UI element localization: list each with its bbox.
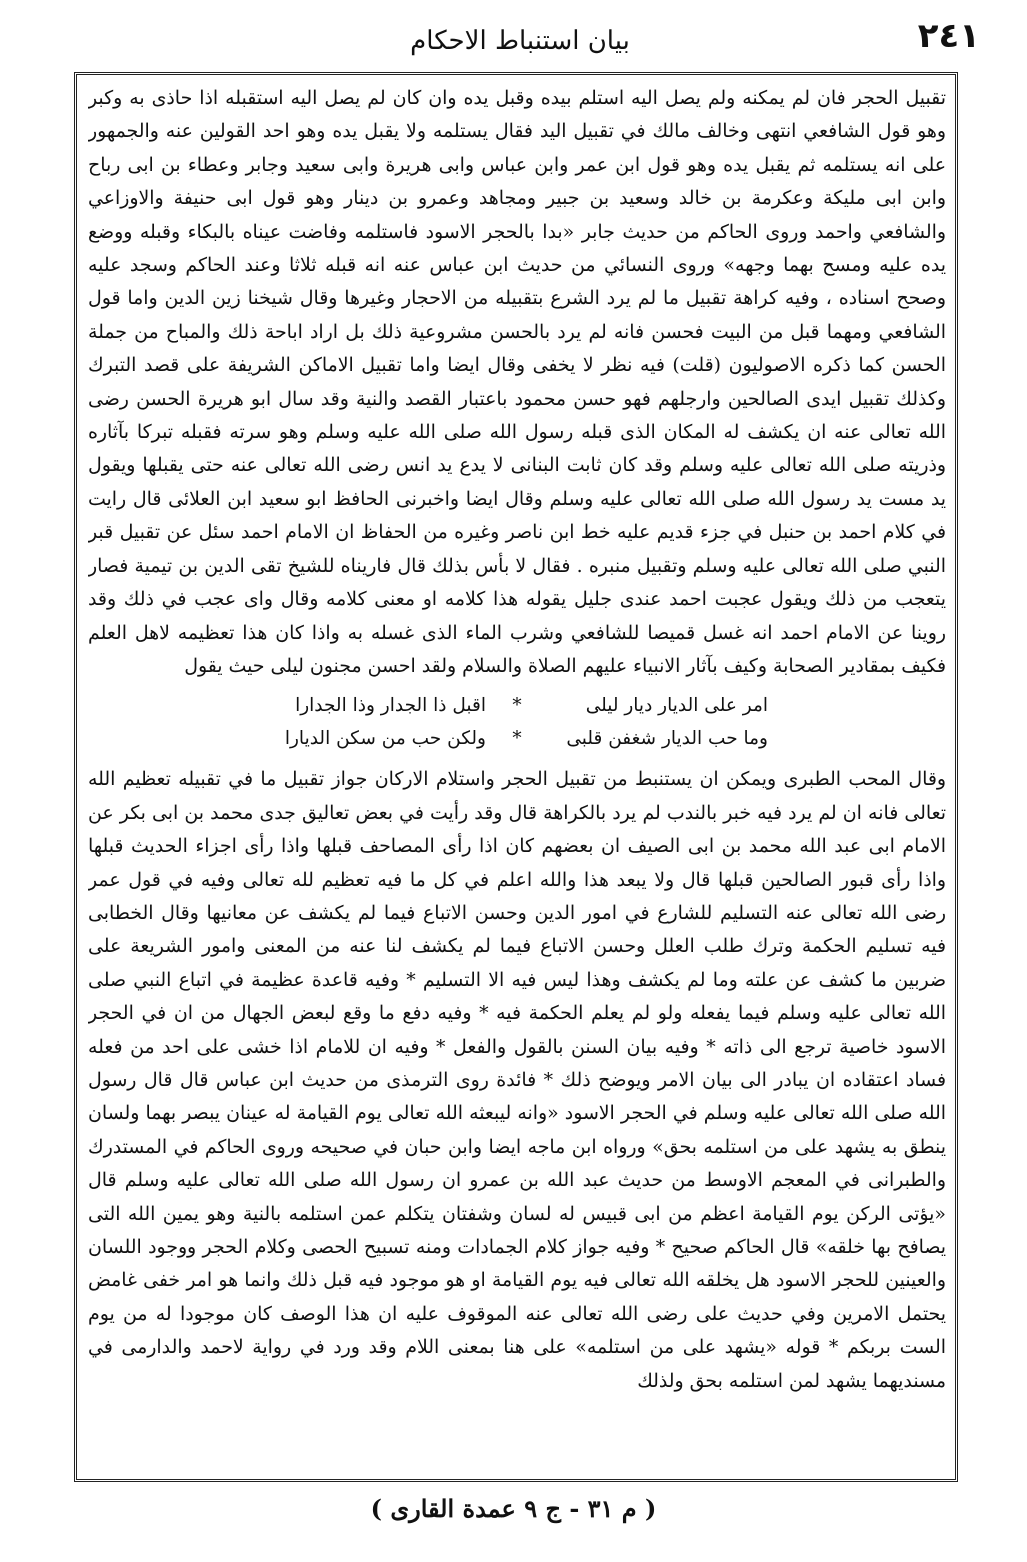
main-text bbox=[88, 82, 946, 1476]
running-title: بيان استنباط الاحكام bbox=[410, 26, 630, 56]
signature-mark: ( م ٣١ - ج ٩ عمدة القارى ) bbox=[370, 1494, 657, 1523]
verse-first-hemistich: امر على الديار ديار ليلى bbox=[585, 695, 768, 717]
paragraph: وقال المحب الطبرى ويمكن ان يستنبط من تقبيل الحجر واستلام الاركان جواز تقبيل ما في تقبيله تعظيم الله تعالى فانه ان لم يرد فيه خبر بالندب لم يرد بالكراهة قال وقد رأيت في بعض تعاليق جدى محمد بن ابى بكر عن الامام ابى عبد الله محمد بن ابى الصيف ان بعضهم كان اذا رأى المصاحف قبلها واذا رأى اجزاء الحديث قبلها واذا رأى قبور الصالحين قبلها قال ولا يبعد هذا والله اعلم في كل ما فيه تعظيم لله تعالى وفيه في قول عمر رضى الله تعالى عنه التسليم للشارع في امور الدين وحسن الاتباع فيما لم يكشف عن معانيها وقال الخطابى فيه تسليم الحكمة وترك طلب العلل وحسن الاتباع فيما لم يكشف لنا عنه من المعنى وامور الشريعة على ضربين ما كشف عن علته وما لم يكشف وهذا ليس فيه الا التسليم * وفيه قاعدة عظيمة في اتباع النبي صلى الله تعالى عليه وسلم فيما يفعله ولو لم يعلم الحكمة فيه * وفيه دفع ما وقع لبعض الجهال من ان في الحجر الاسود خاصية ترجع الى ذاته * وفيه بيان السنن بالقول والفعل * وفيه ان للامام اذا خشى على احد من فعله فساد اعتقاده ان يبادر الى بيان الامر ويوضح ذلك * فائدة روى الترمذى من حديث ابن عباس قال قال رسول الله صلى الله تعالى عليه وسلم في الحجر الاسود «وانه ليبعثه الله تعالى يوم القيامة له عينان يبصر بهما ولسان ينطق به يشهد على من استلمه بحق» ورواه ابن ماجه ايضا وابن حبان في صحيحه وروى الحاكم في المستدرك والطبرانى في المعجم الاوسط من حديث عبد الله بن عمرو ان رسول الله صلى الله تعالى عليه وسلم قال «يؤتى الركن يوم القيامة اعظم من ابى قبيس له لسان وشفتان يتكلم عمن استلمه بالنية وهو يمين الله التى يصافح بها خلقه» قال الحاكم صحيح * وفيه جواز كلام الجمادات ومنه تسبيح الحصى وكلام الحجر ووجود اللسان والعينين للحجر الاسود هل يخلقه الله تعالى فيه يوم القيامة او هو موجود فيه قبل ذلك وانما هو امر خفى غامض يحتمل الامرين وفي حديث على رضى الله تعالى عنه الموقوف عليه ان هذا الوصف كان موجودا له من يوم الست بربكم * قوله «يشهد على من استلمه» على هنا بمعنى اللام وقد ورد في رواية لاحمد والدارمى في مسنديهما يشهد لمن استلمه بحق ولذلك bbox=[88, 768, 946, 1392]
verse-first-hemistich: وما حب الديار شغفن قلبى bbox=[566, 728, 768, 750]
paragraph: تقبيل الحجر فان لم يمكنه ولم يصل اليه استلم بيده وقبل يده وان كان لم يصل اليه استقبله اذا حاذى به وكبر وهو قول الشافعي انتهى وخالف مالك في تقبيل اليد فقال يستلمه ولا يقبل يده وهو احد القولين عنه والجمهور على انه يستلمه ثم يقبل يده وهو قول ابن عمر وابن عباس وابى هريرة وابى سعيد وجابر وعطاء بن ابى رباح وابن ابى مليكة وعكرمة بن خالد وسعيد بن جبير ومجاهد وعمرو بن دينار وهو قول ابى حنيفة والاوزاعي والشافعي واحمد وروى الحاكم من حديث جابر «بدا بالحجر الاسود فاستلمه وفاضت عيناه بالبكاء وقبله ووضع يده عليه ومسح بهما وجهه» وروى النسائي من حديث ابن عباس عنه انه قبله ثلاثا وعند الحاكم وسجد عليه وصحح اسناده ، وفيه كراهة تقبيل ما لم يرد الشرع بتقبيله من الاحجار وغيرها وقال شيخنا زين الدين واما قول الشافعي ومهما قبل من البيت فحسن فانه لم يرد بالحسن مشروعية ذلك بل اراد اباحة ذلك والمباح من جملة الحسن كما ذكره الاصوليون (قلت) فيه نظر لا يخفى وقال ايضا واما تقبيل الاماكن الشريفة على قصد التبرك وكذلك تقبيل ايدى الصالحين وارجلهم فهو حسن محمود باعتبار القصد والنية وقد سال ابو هريرة الحسن رضى الله تعالى عنه ان يكشف له المكان الذى قبله رسول الله صلى الله عليه وسلم وهو سرته فقبله تبركا بآثاره وذريته صلى الله تعالى عليه وسلم وقد كان ثابت البنانى لا يدع يد انس رضى الله تعالى عنه حتى يقبلها ويقول يد مست يد رسول الله صلى الله تعالى عليه وسلم وقال ايضا واخبرنى الحافظ ابو سعيد ابن العلائى قال رايت في كلام احمد بن حنبل في جزء قديم عليه خط ابن ناصر وغيره من الحفاظ ان الامام احمد سئل عن تقبيل قبر النبي صلى الله تعالى عليه وسلم وتقبيل منبره . فقال لا بأس بذلك قال فاريناه للشيخ تقى الدين بن تيمية فصار يتعجب من ذلك ويقول عجبت احمد عندى جليل يقوله هذا كلامه او معنى كلامه وقال واى عجب في ذلك وقد روينا عن الامام احمد انه غسل قميصا للشافعي وشرب الماء الذى غسله به واذا كان هذا تعظيمه لاهل العلم فكيف بمقادير الصحابة وكيف بآثار الانبياء عليهم الصلاة والسلام ولقد احسن مجنون ليلى حيث يقول bbox=[88, 87, 946, 677]
page-header bbox=[60, 12, 980, 68]
poetry-block bbox=[88, 689, 946, 755]
verse-second-hemistich: اقبل ذا الجدار وذا الجدارا bbox=[295, 695, 486, 717]
verse-line bbox=[88, 722, 946, 755]
verse-second-hemistich: ولكن حب من سكن الديارا bbox=[284, 728, 486, 750]
page-number: ٢٤١ bbox=[917, 16, 980, 56]
verse-separator: * bbox=[512, 695, 522, 717]
verse-line bbox=[88, 689, 946, 722]
verse-separator: * bbox=[512, 728, 522, 750]
